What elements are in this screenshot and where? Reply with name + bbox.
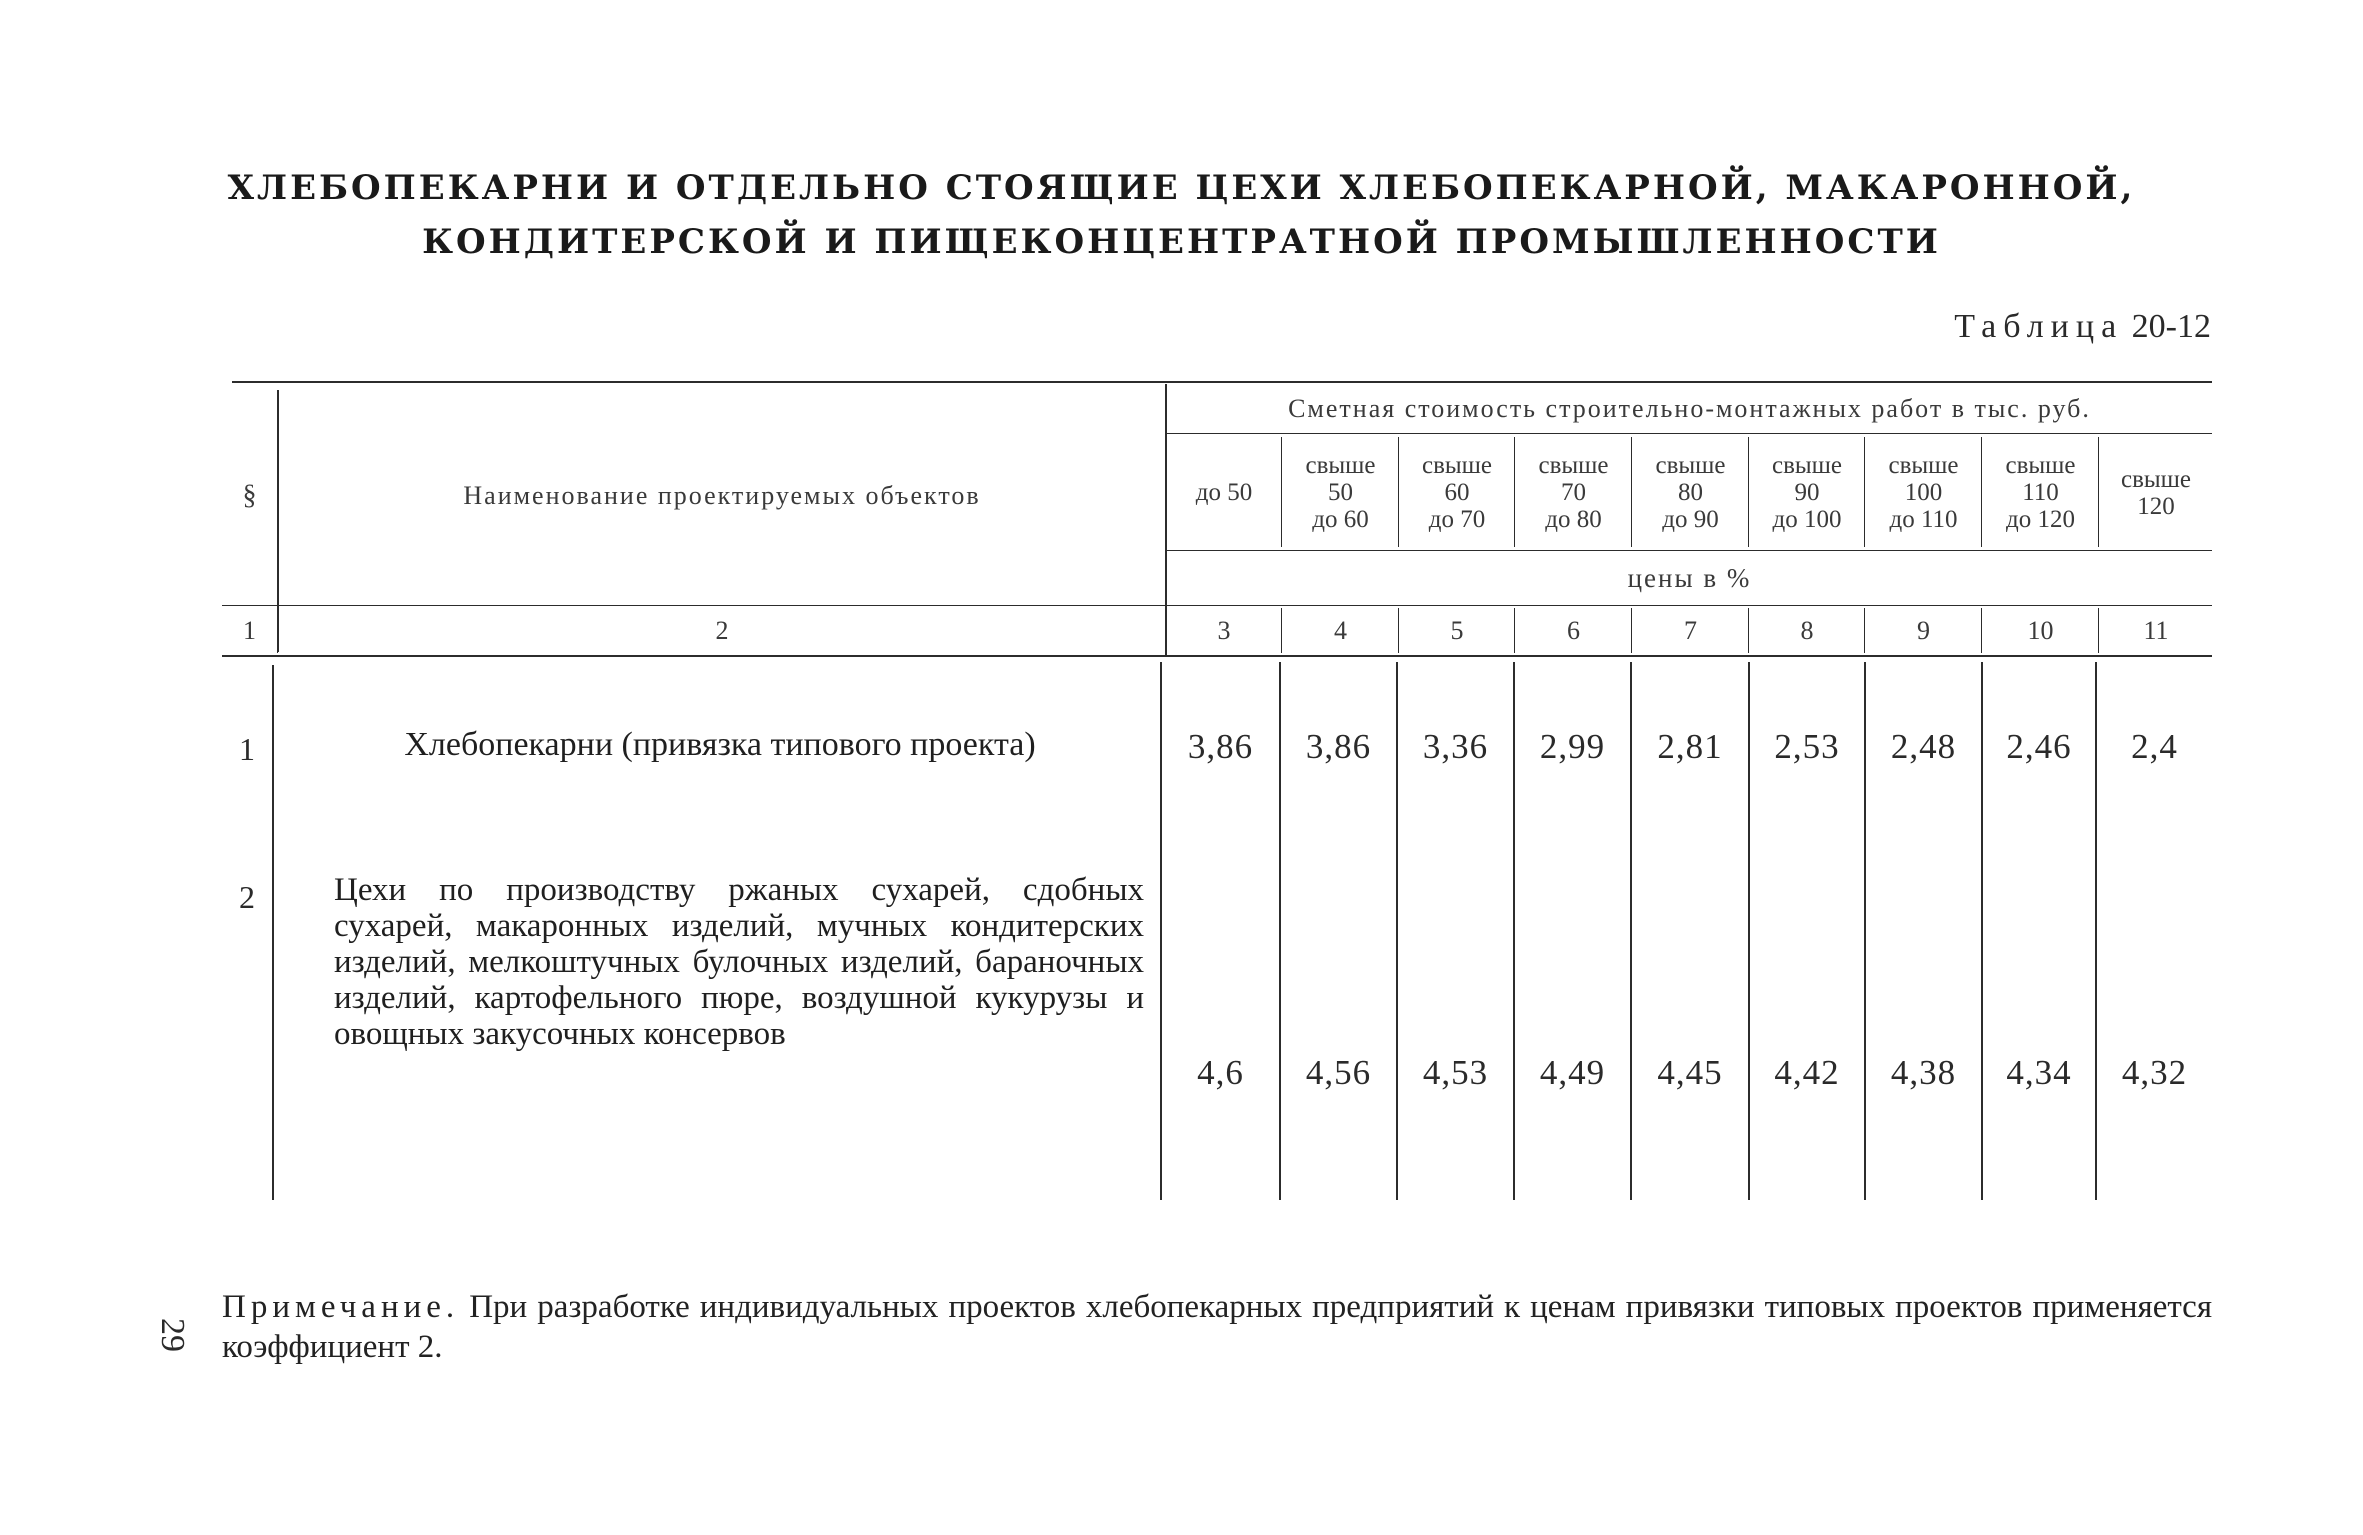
column-number: 3 — [1217, 616, 1231, 645]
header-range-text: до 60 — [1312, 506, 1369, 533]
header-range-text: до 80 — [1545, 506, 1602, 533]
header-range-col-4 — [1283, 435, 1398, 550]
header-range-text: до 120 — [2006, 506, 2075, 533]
header-range-text: 90 — [1794, 479, 1820, 506]
row-value: 3,36 — [1422, 727, 1489, 766]
column-number: 11 — [2143, 616, 2169, 645]
row-value: 2,4 — [2131, 727, 2178, 766]
header-range-text: свыше — [1888, 452, 1959, 479]
header-range-text: свыше — [2005, 452, 2076, 479]
header-range-text: до 70 — [1428, 506, 1486, 533]
header-range-text: 110 — [2022, 479, 2059, 506]
table-number — [1954, 308, 2211, 346]
header-range-text: 120 — [2137, 492, 2175, 520]
row-value: 4,6 — [1197, 1053, 1244, 1092]
header-range-text: свыше — [1421, 452, 1493, 479]
header-range-text: свыше — [1305, 452, 1376, 479]
header-range-col-3 — [1167, 435, 1281, 550]
footnote-lead: Примечание. — [222, 1289, 460, 1325]
header-price-unit: цены в % — [1627, 563, 1752, 593]
row-object-name: Хлебопекарни (привязка типового проекта) — [404, 726, 1036, 763]
row-value: 4,49 — [1539, 1053, 1606, 1092]
header-range-col-7 — [1633, 435, 1748, 550]
header-range-text: 50 — [1328, 479, 1353, 506]
header-range-text: 80 — [1678, 479, 1703, 506]
header-range-text: 100 — [1904, 479, 1943, 506]
column-number: 7 — [1684, 616, 1697, 645]
row-value: 4,56 — [1305, 1053, 1372, 1092]
header-range-text: свыше — [1655, 452, 1726, 479]
column-number: 5 — [1450, 616, 1464, 645]
row-value: 2,99 — [1539, 727, 1606, 766]
row-value: 4,34 — [2006, 1053, 2072, 1092]
page-title-line-1: ХЛЕБОПЕКАРНИ И ОТДЕЛЬНО СТОЯЩИЕ ЦЕХИ ХЛЕБОПЕКАРНОЙ, МАКАРОННОЙ, — [227, 168, 2136, 208]
footnote-text: При разработке индивидуальных проектов хлебопекарных предприятий к ценам привязки типовых проектов применяется коэффициент 2. — [222, 1289, 2213, 1365]
column-number: 2 — [715, 616, 729, 645]
header-range-col-8 — [1750, 435, 1864, 550]
column-number: 10 — [2027, 616, 2054, 645]
header-range-col-5 — [1400, 435, 1514, 550]
row-object-name: Цехи по производству ржаных сухарей, сдобных сухарей, макаронных изделий, мучных кондитерских изделий, мелкоштучных булочных изделий, бараночных изделий, картофельного пюре, воздушной кукурузы и овощных закусочных консервов — [334, 872, 1144, 1052]
row-value: 4,53 — [1422, 1053, 1489, 1092]
column-number: 1 — [243, 616, 256, 645]
row-value: 2,81 — [1657, 727, 1723, 766]
header-range-col-6 — [1516, 435, 1631, 550]
table-label: Таблица — [1954, 308, 2124, 345]
footnote — [222, 1287, 2212, 1367]
header-range-text: до 50 — [1195, 479, 1253, 506]
header-object-name: Наименование проектируемых объектов — [463, 480, 981, 510]
header-section-symbol: § — [242, 479, 257, 511]
row-value: 4,38 — [1890, 1053, 1957, 1092]
row-value: 2,53 — [1774, 727, 1840, 766]
column-number: 6 — [1567, 616, 1580, 645]
header-range-col-11 — [2100, 435, 2212, 550]
row-number: 2 — [239, 878, 255, 915]
header-range-col-9 — [1866, 435, 1981, 550]
row-value: 2,48 — [1890, 727, 1957, 766]
header-range-text: до 90 — [1662, 506, 1719, 533]
header-range-col-10 — [1983, 435, 2098, 550]
header-range-text: свыше — [1538, 452, 1609, 479]
row-value: 4,32 — [2121, 1053, 2188, 1092]
row-value: 3,86 — [1187, 727, 1254, 766]
header-range-text: до 110 — [1889, 506, 1958, 533]
row-value: 4,45 — [1657, 1053, 1723, 1092]
header-range-text: 70 — [1561, 479, 1586, 506]
row-value: 3,86 — [1305, 727, 1372, 766]
row-number: 1 — [239, 730, 255, 767]
header-range-text: 60 — [1444, 479, 1470, 506]
header-range-text: до 100 — [1772, 506, 1842, 533]
column-number: 8 — [1800, 616, 1814, 645]
header-cost: Сметная стоимость строительно-монтажных работ в тыс. руб. — [1288, 393, 2091, 423]
column-number: 4 — [1334, 616, 1347, 645]
header-range-text: свыше — [1771, 452, 1843, 479]
table-number-value: 20-12 — [2131, 308, 2211, 345]
column-number: 9 — [1917, 616, 1930, 645]
row-value: 4,42 — [1774, 1053, 1840, 1092]
page-number: 29 — [154, 1318, 191, 1352]
header-range-text: свыше — [2120, 465, 2192, 493]
page-title-line-2: КОНДИТЕРСКОЙ И ПИЩЕКОНЦЕНТРАТНОЙ ПРОМЫШЛЕННОСТИ — [422, 222, 1941, 262]
row-value: 2,46 — [2006, 727, 2072, 766]
